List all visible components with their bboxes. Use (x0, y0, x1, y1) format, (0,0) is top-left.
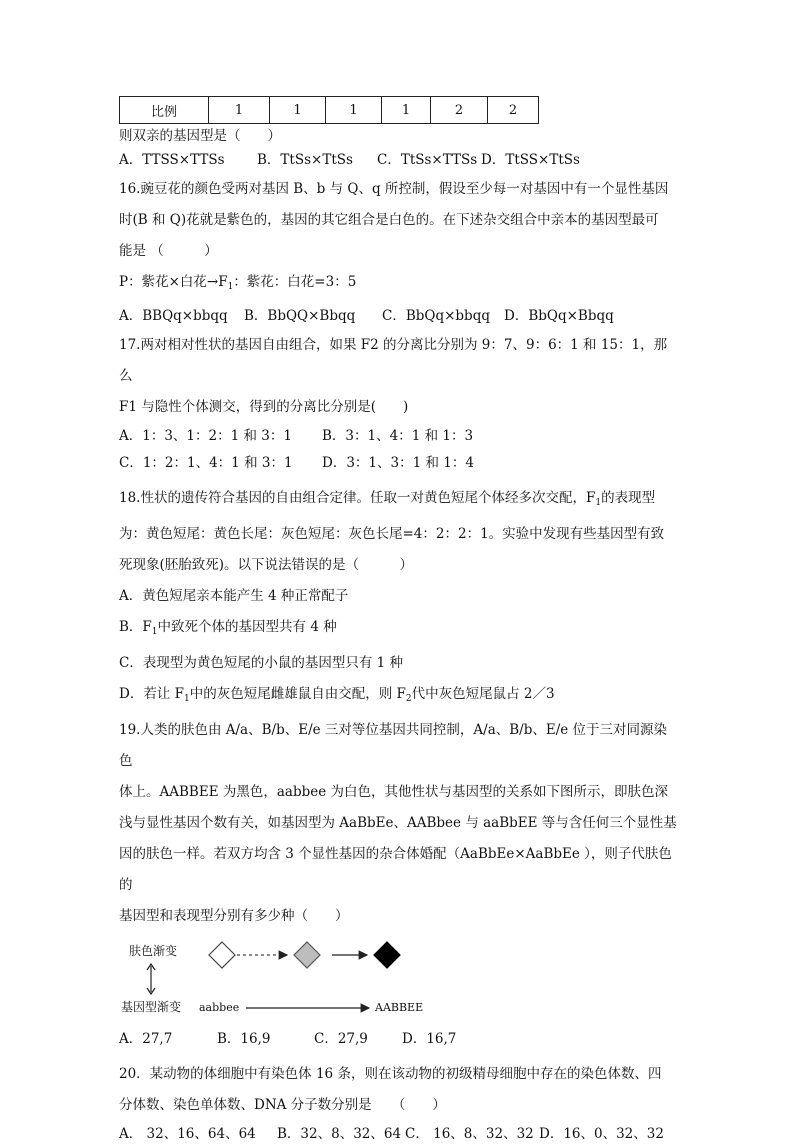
q15-option-b: B．TtSs×TtSs (257, 152, 353, 168)
label-skin-color-gradient: 肤色渐变 (129, 944, 178, 958)
diamond-white (209, 942, 235, 968)
exam-page (119, 96, 679, 1148)
q17-line-1: 17.两对相对性状的基因自由组合，如果 F2 的分离比分别为 9：7、9：6：1 和 15：1，那么 (119, 337, 668, 384)
table-cell: 1 (382, 97, 431, 124)
q15-option-a: A．TTSS×TTSs (119, 152, 225, 168)
q18-text: 中的灰色短尾雌雄鼠自由交配，则 F (189, 686, 406, 702)
q18-text: 的表现型 (601, 490, 656, 506)
q19-line-5: 基因型和表现型分别有多少种（ ） (119, 908, 349, 924)
q20-options (119, 1121, 679, 1148)
q17-option-b: B．3：1、4：1 和 1：3 (322, 428, 474, 444)
q20-option-b: B．32、8、32、64 (277, 1126, 402, 1142)
q16-option-d: D．BbQq×Bbqq (504, 308, 614, 324)
q20-option-a: A． 32、16、64、64 (119, 1126, 256, 1142)
q18-text: B．F (119, 619, 152, 635)
q16-option-b: B．BbQQ×Bbqq (244, 308, 356, 324)
q15-stem: 则双亲的基因型是（ ） (119, 128, 281, 144)
q16-line-1: 16.豌豆花的颜色受两对基因 B、b 与 Q、q 所控制，假设至少每一对基因中有一个显性基因 (119, 181, 669, 197)
subscript: 2 (405, 694, 412, 704)
q17-line-2: F1 与隐性个体测交，得到的分离比分别是( ) (119, 399, 409, 415)
q19-option-b: B．16,9 (217, 1031, 271, 1047)
q17-options-row-1 (119, 423, 679, 450)
q18-option-c: C．表现型为黄色短尾的小鼠的基因型只有 1 种 (119, 655, 404, 671)
q19-option-a: A．27,7 (119, 1031, 173, 1047)
q19-option-c: C．27,9 (314, 1031, 368, 1047)
q18-text: D．若让 F (119, 686, 184, 702)
table-cell: 1 (209, 97, 270, 124)
q17-option-a: A．1：3、1：2：1 和 3：1 (119, 428, 292, 444)
q17-options-row-2 (119, 450, 679, 477)
table-cell: 2 (488, 97, 539, 124)
table-row (120, 97, 539, 124)
code-aabbee-dominant: AABBEE (375, 1001, 424, 1014)
q18-text: 18.性状的遗传符合基因的自由组合定律。任取一对黄色短尾个体经多次交配，F (119, 490, 596, 506)
q20-line-2: 分体数、染色单体数、DNA 分子数分别是 （ ） (119, 1097, 446, 1113)
q20-option-d: D．16、0、32、32 (539, 1126, 664, 1142)
q15-option-d: D．TtSS×TtSs (481, 152, 580, 168)
q18-option-b (119, 612, 679, 648)
table-header-cell: 比例 (120, 97, 209, 124)
q18-option-d (119, 679, 679, 715)
q16-cross-text: P：紫花×白花→F (119, 274, 228, 290)
q19-line-3: 浅与显性基因个数有关，如基因型为 AaBbEe、AABbee 与 aaBbEE 等与含任何三个显性基 (119, 815, 677, 831)
q15-options (119, 147, 679, 174)
diamond-gray (294, 942, 320, 968)
q17-option-d: D．3：1、3：1 和 1：4 (322, 455, 474, 471)
q19-option-d: D．16,7 (402, 1031, 457, 1047)
subscript: 1 (227, 282, 234, 292)
q18-line-1 (119, 483, 679, 519)
q19-options (119, 1026, 679, 1053)
diamond-black (374, 942, 400, 968)
table-cell: 1 (326, 97, 382, 124)
subscript: 1 (595, 498, 602, 508)
q18-option-a: A．黄色短尾亲本能产生 4 种正常配子 (119, 588, 349, 604)
q16-options (119, 303, 679, 330)
label-genotype-gradient: 基因型渐变 (121, 1000, 182, 1014)
q16-line-3: 能是 （ ） (119, 243, 218, 259)
q16-cross (119, 267, 679, 303)
q18-line-3: 死现象(胚胎致死)。以下说法错误的是（ ） (119, 557, 414, 573)
q18-text: 中致死个体的基因型共有 4 种 (157, 619, 337, 635)
q18-text: 代中灰色短尾鼠占 2／3 (411, 686, 555, 702)
q20-option-c: C． 16、8、32、32 (405, 1126, 534, 1142)
q19-line-1: 19.人类的肤色由 A/a、B/b、E/e 三对等位基因共同控制，A/a、B/b、E/e 位于三对同源染色 (119, 722, 668, 769)
q19-line-2: 体上。AABBEE 为黑色，aabbee 为白色，其他性状与基因型的关系如下图所示，即肤色深 (119, 784, 668, 800)
q16-option-c: C．BbQq×bbqq (382, 308, 490, 324)
subscript: 1 (183, 694, 190, 704)
q16-option-a: A．BBQq×bbqq (119, 308, 228, 324)
subscript: 1 (151, 627, 158, 637)
q20-line-1: 20．某动物的体细胞中有染色体 16 条，则在该动物的初级精母细胞中存在的染色体数、四 (119, 1066, 662, 1082)
code-aabbee: aabbee (199, 1001, 240, 1014)
table-cell: 2 (431, 97, 488, 124)
q17-option-c: C．1：2：1、4：1 和 3：1 (119, 455, 293, 471)
skin-color-diagram (119, 940, 439, 1020)
q16-cross-text: ：紫花：白花=3：5 (233, 274, 357, 290)
q15-option-c: C．TtSs×TTSs (377, 152, 478, 168)
q18-line-2: 为：黄色短尾：黄色长尾：灰色短尾：灰色长尾=4：2：2：1。实验中发现有些基因型有致 (119, 526, 665, 542)
q19-line-4: 因的肤色一样。若双方均含 3 个显性基因的杂合体婚配（AaBbEe×AaBbEe ），则子代肤色的 (119, 846, 672, 893)
q16-line-2: 时(B 和 Q)花就是紫色的，基因的其它组合是白色的。在下述杂交组合中亲本的基因型最可 (119, 212, 659, 228)
ratio-table (119, 96, 539, 124)
table-cell: 1 (270, 97, 326, 124)
